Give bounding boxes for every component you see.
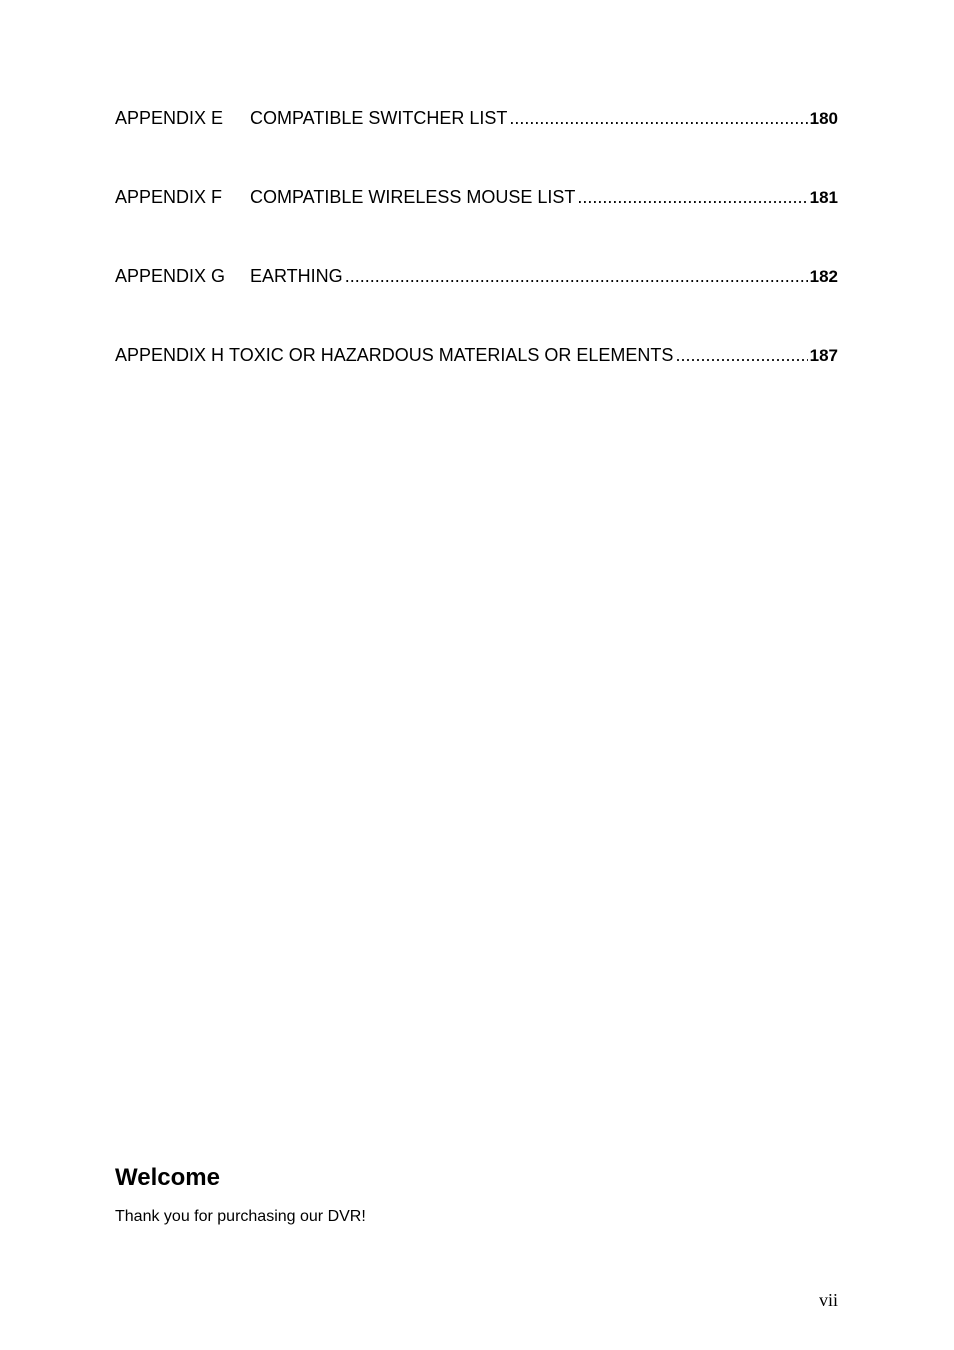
toc-entry-prefix: APPENDIX H xyxy=(115,345,225,365)
toc-line xyxy=(115,342,838,369)
toc-leader-dots xyxy=(577,184,807,210)
welcome-heading: Welcome xyxy=(115,1164,220,1191)
toc-entry-page: 182 xyxy=(809,267,838,286)
toc-line xyxy=(115,184,838,211)
toc-entry-page: 187 xyxy=(809,346,838,365)
toc-line xyxy=(115,105,838,132)
toc-entry-title: COMPATIBLE WIRELESS MOUSE LIST xyxy=(250,187,576,207)
toc-entry-prefix: APPENDIX F xyxy=(115,187,223,207)
toc-entry-appendix-f[interactable] xyxy=(115,184,838,263)
table-of-contents xyxy=(115,105,838,421)
toc-entry-appendix-g[interactable] xyxy=(115,263,838,342)
toc-entry-appendix-h[interactable] xyxy=(115,342,838,421)
toc-entry-title: COMPATIBLE SWITCHER LIST xyxy=(250,108,508,128)
toc-entry-prefix: APPENDIX E xyxy=(115,108,224,128)
toc-entry-prefix: APPENDIX G xyxy=(115,266,226,286)
toc-leader-dots xyxy=(675,342,807,368)
toc-entry-page: 180 xyxy=(809,109,838,128)
toc-entry-title: EARTHING xyxy=(250,266,343,286)
welcome-text: Thank you for purchasing our DVR! xyxy=(115,1208,366,1225)
toc-line xyxy=(115,263,838,290)
toc-entry-appendix-e[interactable] xyxy=(115,105,838,184)
toc-leader-dots xyxy=(509,105,807,131)
toc-entry-page: 181 xyxy=(809,188,838,207)
toc-leader-dots xyxy=(345,263,808,289)
toc-entry-title: TOXIC OR HAZARDOUS MATERIALS OR ELEMENTS xyxy=(229,345,674,365)
page-number: vii xyxy=(818,1290,838,1310)
